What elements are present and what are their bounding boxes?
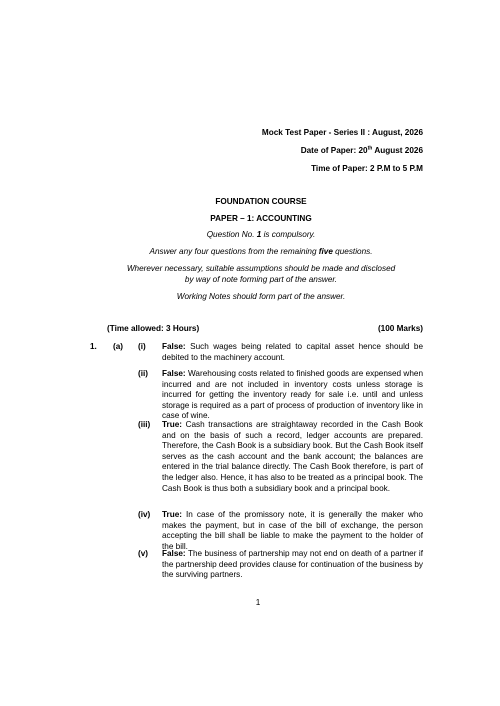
answer-number: (ii) <box>138 369 149 378</box>
paper-title: PAPER – 1: ACCOUNTING <box>210 214 312 223</box>
question-number: 1. <box>90 342 97 351</box>
answer-number: (iv) <box>138 510 151 519</box>
answer-text: False: Warehousing costs related to finished goods are expensed when incurred and are not included in inventory costs unless storage is incurred for getting the inventory ready for sale i.e. until and unless storage is required as a part of process of production of inventory like in case of wine. <box>162 369 423 421</box>
instruction-working-notes: Working Notes should form part of the answer. <box>176 292 346 301</box>
total-marks: (100 Marks) <box>377 324 423 333</box>
question-part: (a) <box>113 342 124 351</box>
course-title: FOUNDATION COURSE <box>215 197 307 206</box>
answer-text: True: Cash transactions are straightaway recorded in the Cash Book and on the basis of such a record, ledger accounts are prepared. Therefore, the Cash Book is a subsidiary book. But the Cash Book itself serves as the cash account and the bank account; the balances are entered in the trial balance directly. The Cash Book therefore, is part of the ledger also. Hence, it has also to be treated as a principal book. The Cash Book is thus both a subsidiary book and a principal book. <box>162 420 423 493</box>
answer-number: (i) <box>138 342 146 351</box>
answer-text: False: The business of partnership may not end on death of a partner if the partnership deed provides clause for continuation of the business by the surviving partners. <box>162 549 423 580</box>
page-number: 1 <box>255 598 261 607</box>
answer-number: (v) <box>138 549 149 558</box>
answer-text: True: In case of the promissory note, it is generally the maker who makes the payment, but in case of the bill of exchange, the person accepting the bill shall be liable to make the payment to the holder of the bill. <box>162 510 423 551</box>
answer-text: False: Such wages being related to capital asset hence should be debited to the machinery account. <box>162 342 423 362</box>
instruction-assumptions: Wherever necessary, suitable assumptions should be made and disclosed by way of note forming part of the answer. <box>126 264 396 284</box>
time-allowed: (Time allowed: 3 Hours) <box>107 324 200 333</box>
instruction-answer-four: Answer any four questions from the remaining five questions. <box>149 247 373 256</box>
mock-test-series-line: Mock Test Paper - Series II : August, 2026 <box>261 128 423 137</box>
answer-number: (iii) <box>138 420 151 429</box>
time-of-paper-line: Time of Paper: 2 P.M to 5 P.M <box>311 164 423 173</box>
instruction-compulsory: Question No. 1 is compulsory. <box>206 230 316 239</box>
date-of-paper-line: Date of Paper: 20th August 2026 <box>300 145 423 155</box>
